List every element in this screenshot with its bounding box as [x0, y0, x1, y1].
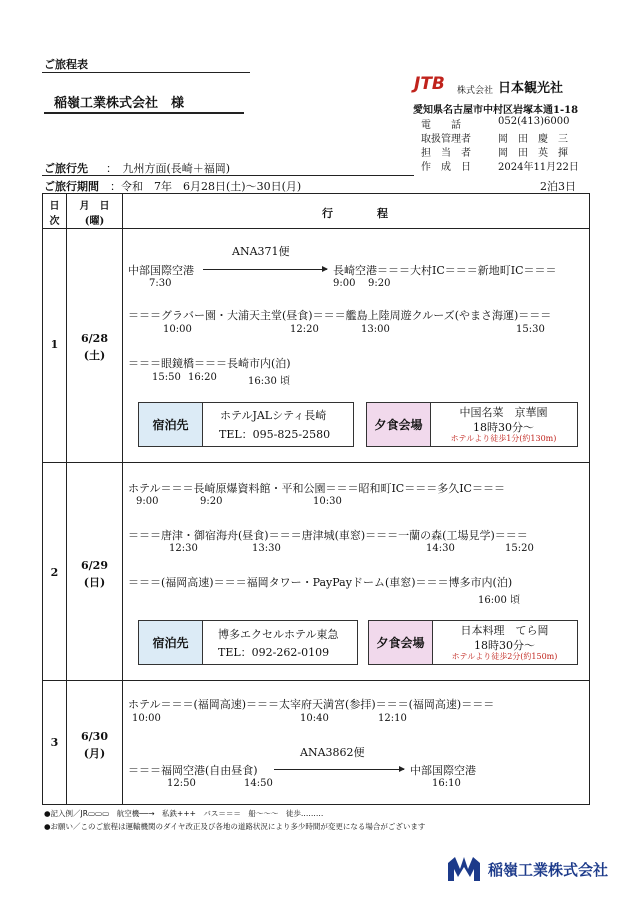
day1-l1-t3: 9:20	[368, 278, 391, 289]
day3-num: 3	[50, 736, 59, 749]
day1-l1-t1: 7:30	[149, 278, 172, 289]
day2-l2-t4: 15:20	[505, 543, 534, 554]
day3-l2-start: ＝＝＝福岡空港(自由昼食)	[128, 764, 258, 777]
company-logo-icon	[446, 855, 482, 883]
day2-l2-t1: 12:30	[169, 543, 198, 554]
hdr-day-2: 次	[49, 216, 60, 227]
day1-dinner-name: 中国名菜 京華園	[459, 406, 548, 419]
day1-dow: (土)	[83, 349, 106, 362]
day3-flight-arrow	[274, 769, 404, 770]
day3-l2-t3: 16:10	[432, 778, 461, 789]
day1-l2-t1: 10:00	[163, 324, 192, 335]
doc-label: ご旅程表	[44, 58, 88, 71]
day3-l1: ホテル＝＝＝(福岡高速)＝＝＝太宰府天満宮(参拝)＝＝＝(福岡高速)＝＝＝	[128, 698, 495, 711]
dest-label: ご旅行先	[44, 162, 88, 175]
day3-l1-t2: 10:40	[300, 713, 329, 724]
legend: ●記入例／JR▭▭▭ 航空機──→ 私鉄+++ バス＝＝＝ 船～～～ 徒歩………	[44, 809, 324, 818]
hdr-date-1: 月 日	[79, 201, 110, 212]
staff-value: 岡 田 英 揮	[498, 148, 568, 159]
day2-l3-t1: 16:00 頃	[478, 595, 520, 606]
day2-l1-t1: 9:00	[136, 496, 159, 507]
day1-l3: ＝＝＝眼鏡橋＝＝＝長崎市内(泊)	[128, 357, 291, 370]
hdr-day-1: 日	[49, 201, 60, 212]
day3-l2-t2: 14:50	[244, 778, 273, 789]
day1-l3-t2: 16:20	[188, 372, 217, 383]
period-label: ご旅行期間	[44, 180, 99, 193]
day2-dinner-time: 18時30分～	[474, 639, 535, 652]
day2-l2: ＝＝＝唐津・御宿海舟(昼食)＝＝＝唐津城(車窓)＝＝＝一蘭の森(工場見学)＝＝＝	[128, 529, 528, 542]
day2-dinner-note: ホテルより徒歩2分(約150m)	[451, 652, 558, 661]
manager-value: 岡 田 慶 三	[498, 134, 568, 145]
created-label: 作 成 日	[421, 162, 471, 173]
day2-hotel-label: 宿泊先	[139, 621, 203, 664]
phone-value: 052(413)6000	[498, 116, 570, 127]
day2-l3: ＝＝＝(福岡高速)＝＝＝福岡タワー・PayPayドーム(車窓)＝＝＝博多市内(泊)	[128, 576, 513, 589]
dest-value: ： 九州方面(長崎＋福岡)	[106, 162, 231, 175]
day1-l2-t4: 15:30	[516, 324, 545, 335]
notice: ●お願い／このご旅程は運輸機関のダイヤ改正及び各地の道路状況により多少時間が変更になる場合がございます	[44, 822, 426, 831]
day2-dinner-name: 日本料理 てら岡	[460, 624, 549, 637]
day1-l3-t3: 16:30 頃	[248, 376, 290, 387]
footer-company: 稲嶺工業株式会社	[488, 861, 609, 879]
created-value: 2024年11月22日	[498, 162, 579, 173]
day1-hotel-tel: TEL：095-825-2580	[219, 428, 331, 441]
day3-date: 6/30	[81, 730, 108, 743]
day1-l1-start: 中部国際空港	[128, 264, 194, 277]
day1-flight-arrow	[203, 269, 327, 270]
manager-label: 取扱管理者	[421, 134, 471, 145]
day1-l1-after: 長崎空港＝＝＝大村IC＝＝＝新地町IC＝＝＝	[333, 264, 557, 277]
day3-l2-after: 中部国際空港	[410, 764, 476, 777]
nights: 2泊3日	[540, 180, 576, 193]
hdr-date-2: (曜)	[84, 216, 105, 227]
jtb-logo: JTB	[414, 74, 445, 94]
day3-dow: (月)	[83, 747, 106, 760]
day2-dow: (日)	[83, 576, 106, 589]
day1-date: 6/28	[81, 332, 108, 345]
day2-l2-t2: 13:30	[252, 543, 281, 554]
day1-l2: ＝＝＝グラバー園・大浦天主堂(昼食)＝＝＝艦島上陸周遊クルーズ(やまさ海運)＝＝＝	[128, 309, 552, 322]
day3-flight: ANA3862便	[300, 746, 365, 759]
day3-l2-t1: 12:50	[167, 778, 196, 789]
day3-l1-t1: 10:00	[132, 713, 161, 724]
day1-hotel-label: 宿泊先	[139, 403, 203, 446]
day2-l1-t2: 9:20	[200, 496, 223, 507]
day2-l1-t3: 10:30	[313, 496, 342, 507]
day2-hotel-name: 博多エクセルホテル東急	[218, 628, 339, 641]
day2-l2-t3: 14:30	[426, 543, 455, 554]
company-name: 日本観光社	[498, 81, 564, 96]
period-value: ：令和 7年 6月28日(土)～30日(月)	[110, 180, 302, 193]
day1-l2-t3: 13:00	[361, 324, 390, 335]
company-prefix: 株式会社	[457, 86, 494, 96]
day2-date: 6/29	[81, 559, 108, 572]
phone-label: 電 話	[421, 120, 461, 131]
day2-l1: ホテル＝＝＝長崎原爆資料館・平和公園＝＝＝昭和町IC＝＝＝多久IC＝＝＝	[128, 482, 505, 495]
day1-l3-t1: 15:50	[152, 372, 181, 383]
staff-label: 担 当 者	[421, 148, 471, 159]
day1-dinner-note: ホテルより徒歩1分(約130m)	[450, 434, 557, 443]
day2-dinner-label: 夕食会場	[369, 621, 433, 664]
day1-dinner-time: 18時30分～	[473, 421, 534, 434]
day1-dinner-label: 夕食会場	[367, 403, 431, 446]
day3-l1-t3: 12:10	[378, 713, 407, 724]
day1-l2-t2: 12:20	[290, 324, 319, 335]
day1-num: 1	[50, 338, 59, 351]
hdr-itinerary: 行 程	[322, 207, 388, 220]
day2-num: 2	[50, 566, 59, 579]
day1-hotel-name: ホテルJALシティ長崎	[220, 409, 327, 422]
company-address: 愛知県名古屋市中村区岩塚本通1-18	[413, 105, 579, 116]
day1-flight: ANA371便	[232, 245, 290, 258]
day2-hotel-tel: TEL：092-262-0109	[218, 646, 330, 659]
day1-l1-t2: 9:00	[333, 278, 356, 289]
client-name: 稲嶺工業株式会社 様	[54, 96, 185, 111]
